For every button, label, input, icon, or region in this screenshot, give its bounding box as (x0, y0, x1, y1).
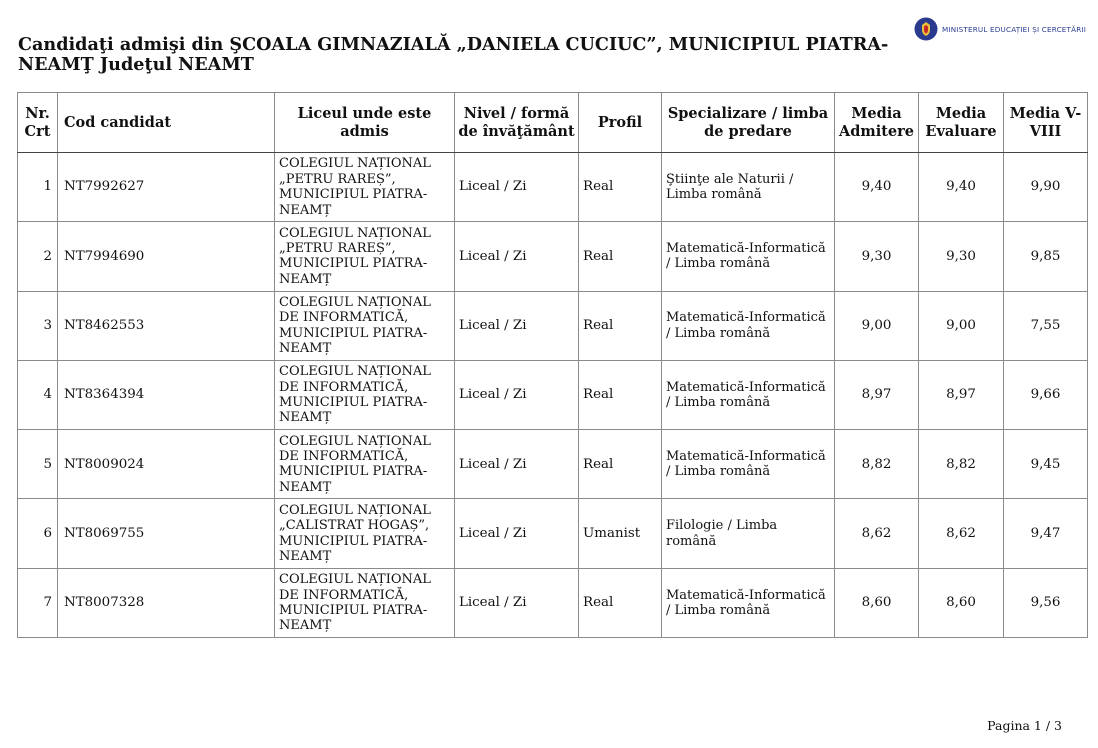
admission-average: 8,82 (835, 430, 919, 499)
table-row (18, 499, 1088, 568)
grades-5-8-average: 9,85 (1004, 222, 1088, 291)
grades-5-8-average: 9,66 (1004, 360, 1088, 429)
candidate-code: NT8364394 (58, 360, 275, 429)
column-header: Media Admitere (835, 93, 919, 153)
row-number: 7 (18, 568, 58, 637)
column-header: Nivel / formă de învăţământ (455, 93, 579, 153)
education-level: Liceal / Zi (455, 153, 579, 222)
row-number: 5 (18, 430, 58, 499)
evaluation-average: 8,82 (919, 430, 1004, 499)
grades-5-8-average: 9,47 (1004, 499, 1088, 568)
education-level: Liceal / Zi (455, 430, 579, 499)
admitted-school: COLEGIUL NAȚIONAL DE INFORMATICĂ, MUNICIPIUL PIATRA-NEAMȚ (275, 291, 455, 360)
evaluation-average: 9,00 (919, 291, 1004, 360)
candidate-code: NT8462553 (58, 291, 275, 360)
education-level: Liceal / Zi (455, 291, 579, 360)
candidate-code: NT8069755 (58, 499, 275, 568)
admission-average: 8,62 (835, 499, 919, 568)
specialization: Matematică-Informatică / Limba română (662, 291, 835, 360)
admitted-school: COLEGIUL NAȚIONAL DE INFORMATICĂ, MUNICIPIUL PIATRA-NEAMȚ (275, 360, 455, 429)
column-header: Liceul unde este admis (275, 93, 455, 153)
row-number: 2 (18, 222, 58, 291)
candidate-code: NT7994690 (58, 222, 275, 291)
column-header: Specializare / limba de predare (662, 93, 835, 153)
admission-average: 9,30 (835, 222, 919, 291)
evaluation-average: 8,97 (919, 360, 1004, 429)
specialization: Filologie / Limba română (662, 499, 835, 568)
admission-average: 9,40 (835, 153, 919, 222)
candidate-code: NT8007328 (58, 568, 275, 637)
grades-5-8-average: 9,56 (1004, 568, 1088, 637)
admitted-school: COLEGIUL NAȚIONAL DE INFORMATICĂ, MUNICIPIUL PIATRA-NEAMȚ (275, 430, 455, 499)
profile: Real (579, 222, 662, 291)
column-header: Profil (579, 93, 662, 153)
evaluation-average: 9,40 (919, 153, 1004, 222)
grades-5-8-average: 9,90 (1004, 153, 1088, 222)
admitted-school: COLEGIUL NAȚIONAL „CALISTRAT HOGAȘ”, MUNICIPIUL PIATRA-NEAMȚ (275, 499, 455, 568)
coat-of-arms-icon (914, 17, 938, 41)
education-level: Liceal / Zi (455, 499, 579, 568)
table-row (18, 430, 1088, 499)
admitted-candidates-table (17, 92, 1088, 638)
ministry-name: MINISTERUL EDUCAȚIEI ȘI CERCETĂRII (942, 24, 1087, 34)
admitted-school: COLEGIUL NAȚIONAL „PETRU RAREȘ”, MUNICIPIUL PIATRA-NEAMȚ (275, 153, 455, 222)
candidate-code: NT7992627 (58, 153, 275, 222)
profile: Real (579, 291, 662, 360)
row-number: 6 (18, 499, 58, 568)
evaluation-average: 8,60 (919, 568, 1004, 637)
education-level: Liceal / Zi (455, 360, 579, 429)
page-number: Pagina 1 / 3 (987, 718, 1062, 733)
profile: Real (579, 360, 662, 429)
specialization: Matematică-Informatică / Limba română (662, 360, 835, 429)
evaluation-average: 9,30 (919, 222, 1004, 291)
profile: Real (579, 568, 662, 637)
table-row (18, 153, 1088, 222)
admission-average: 8,97 (835, 360, 919, 429)
admitted-school: COLEGIUL NAȚIONAL DE INFORMATICĂ, MUNICIPIUL PIATRA-NEAMȚ (275, 568, 455, 637)
specialization: Ştiinţe ale Naturii / Limba română (662, 153, 835, 222)
column-header: Cod candidat (58, 93, 275, 153)
candidate-code: NT8009024 (58, 430, 275, 499)
education-level: Liceal / Zi (455, 568, 579, 637)
row-number: 3 (18, 291, 58, 360)
profile: Real (579, 153, 662, 222)
table-row (18, 568, 1088, 637)
admitted-school: COLEGIUL NAȚIONAL „PETRU RAREȘ”, MUNICIPIUL PIATRA-NEAMȚ (275, 222, 455, 291)
row-number: 4 (18, 360, 58, 429)
column-header: Nr. Crt (18, 93, 58, 153)
table-row (18, 360, 1088, 429)
specialization: Matematică-Informatică / Limba română (662, 430, 835, 499)
education-level: Liceal / Zi (455, 222, 579, 291)
specialization: Matematică-Informatică / Limba română (662, 222, 835, 291)
column-header: Media Evaluare (919, 93, 1004, 153)
admission-average: 8,60 (835, 568, 919, 637)
admission-average: 9,00 (835, 291, 919, 360)
ministry-logo (914, 17, 1086, 41)
table-header-row (18, 93, 1088, 153)
table-row (18, 291, 1088, 360)
page-title: Candidaţi admişi din ŞCOALA GIMNAZIALĂ „DANIELA CUCIUC”, MUNICIPIUL PIATRA-NEAMŢ Judeţul NEAMT (18, 34, 889, 75)
evaluation-average: 8,62 (919, 499, 1004, 568)
row-number: 1 (18, 153, 58, 222)
specialization: Matematică-Informatică / Limba română (662, 568, 835, 637)
profile: Umanist (579, 499, 662, 568)
profile: Real (579, 430, 662, 499)
column-header: Media V-VIII (1004, 93, 1088, 153)
grades-5-8-average: 9,45 (1004, 430, 1088, 499)
table-row (18, 222, 1088, 291)
grades-5-8-average: 7,55 (1004, 291, 1088, 360)
